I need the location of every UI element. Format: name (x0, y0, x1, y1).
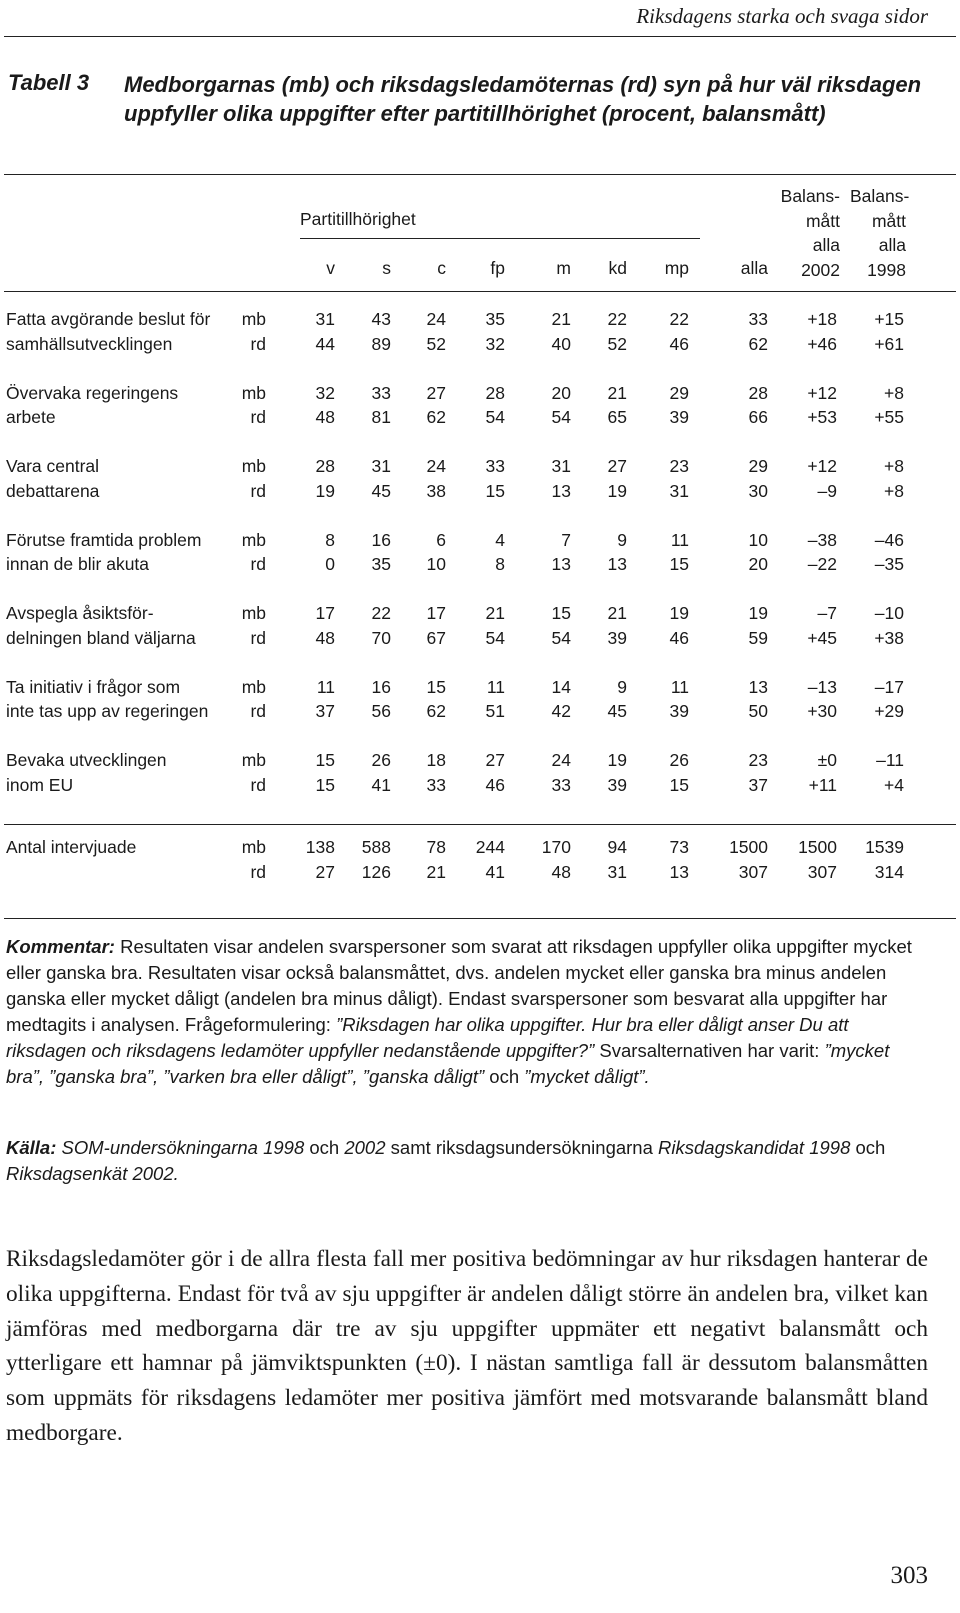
table-cell: 1500 (729, 837, 768, 857)
table-cell: 19 (669, 603, 689, 623)
table-cell: 28 (485, 382, 505, 403)
table-cell: 81 (371, 407, 391, 427)
table-cell: +8 (884, 456, 904, 476)
row-type: rd (250, 627, 266, 648)
table-cell: 6 (436, 529, 446, 550)
table-cell: 41 (371, 774, 391, 795)
table-cell: –9 (817, 480, 837, 501)
table-cell: 15 (551, 603, 571, 623)
table-cell: 31 (669, 480, 689, 501)
table-cell: 17 (315, 603, 335, 623)
row-type: rd (250, 333, 266, 354)
table-cell: 18 (426, 750, 446, 770)
row-label: arbete (6, 407, 56, 427)
row-type: mb (241, 529, 266, 550)
table-cell: 41 (485, 861, 505, 882)
table-cell: +18 (807, 309, 837, 329)
table-cell: +29 (874, 701, 904, 721)
table-cell: 39 (607, 774, 627, 795)
table-cell: –22 (807, 554, 837, 574)
table-cell: 48 (315, 627, 335, 648)
page-number: 303 (890, 1562, 928, 1589)
table-cell: 0 (325, 554, 335, 574)
table-cell: 19 (607, 750, 627, 770)
table-cell: 27 (315, 861, 335, 882)
table-cell: 307 (807, 861, 837, 882)
table-cell: 66 (748, 407, 768, 427)
table-cell: 24 (426, 456, 446, 476)
table-cell: 65 (607, 407, 627, 427)
row-type: rd (250, 861, 266, 882)
table-cell: 22 (669, 309, 689, 329)
row-type: rd (250, 480, 266, 501)
table-title: Medborgarnas (mb) och riksdagsledamöternas (rd) syn på hur väl riksdagen uppfyller olika uppgifter efter partitillhörighet (procent, balansmått) (124, 72, 922, 126)
table-cell: 48 (315, 407, 335, 427)
header-balans-2002: Balans- mått alla 2002 (780, 186, 840, 280)
table-cell: 21 (485, 603, 505, 623)
table-cell: 13 (669, 861, 689, 882)
row-type: rd (250, 407, 266, 427)
table-cell: 33 (748, 309, 768, 329)
table-cell: 37 (748, 774, 768, 795)
table-cell: –35 (874, 554, 904, 574)
row-label: Vara central (6, 456, 100, 476)
table-cell: 138 (305, 837, 335, 857)
table-cell: 31 (607, 861, 627, 882)
table-cell: 27 (485, 750, 505, 770)
kommentar-label: Kommentar: (6, 936, 115, 957)
table-cell: 51 (485, 701, 505, 721)
row-label: Övervaka regeringens (6, 382, 179, 403)
table-cell: 27 (607, 456, 627, 476)
table-cell: 14 (551, 676, 571, 697)
table-cell: 54 (485, 627, 505, 648)
table-cell: 35 (371, 554, 391, 574)
table-caption (8, 70, 928, 128)
table-cell: +55 (874, 407, 904, 427)
table-cell: 59 (748, 627, 768, 648)
table-bottom-rule (4, 918, 956, 919)
row-label: Fatta avgörande beslut för (6, 309, 211, 329)
table-cell: 307 (738, 861, 768, 882)
table-cell: +38 (874, 627, 904, 648)
table-cell: 33 (485, 456, 505, 476)
row-label: inte tas upp av regeringen (6, 701, 209, 721)
table-cell: 67 (426, 627, 446, 648)
table-cell: 16 (371, 676, 391, 697)
kommentar-note: Kommentar: Resultaten visar andelen svarspersoner som svarat att riksdagen uppfyller olika uppgifter mycket eller ganska bra. Resultaten visar också balansmåttet, dvs. andelen mycket eller ganska bra minus andelen ganska eller mycket dåligt (andelen bra minus dåligt). Endast svarspersoner som besvarat alla uppgifter har medtagits i analysen. Frågeformulering: ”Riksdagen har olika uppgifter. Hur bra eller dåligt anser Du att riksdagen och riksdagens ledamöter uppfyller nedanstående uppgifter?” Svarsalternativen har varit: ”mycket bra”, ”ganska bra”, ”varken bra eller dåligt”, ”ganska dåligt” och ”mycket dåligt”. (6, 936, 912, 1087)
table-cell: 54 (485, 407, 505, 427)
row-label: innan de blir akuta (6, 554, 150, 574)
table-cell: 31 (315, 309, 335, 329)
body-paragraph: Riksdagsledamöter gör i de allra flesta fall mer positiva bedömningar av hur riksdagen hanterar de olika uppgifterna. Endast för två av sju uppgifter är andelen dåligt större än andelen bra, vilket kan jämföras med medborgarna där tre av sju uppgifter uppmäter ett negativt balansmått och ytterligare ett hamnar på jämviktspunkten (±0). I nästan samtliga fall är dessutom balansmåtten som uppmäts för riksdagens ledamöter mer positiva jämfört med motsvarande balansmått bland medborgare. (6, 1246, 928, 1446)
table-cell: 56 (371, 701, 391, 721)
table-cell: ±0 (817, 750, 837, 770)
table-cell: 15 (426, 676, 446, 697)
table-cell: –11 (876, 750, 904, 770)
row-type: rd (250, 701, 266, 721)
table-cell: 20 (748, 554, 768, 574)
table-cell: 15 (669, 774, 689, 795)
table-cell: 15 (669, 554, 689, 574)
table-cell: 9 (617, 529, 627, 550)
table-cell: 46 (485, 774, 505, 795)
row-type: mb (241, 309, 266, 329)
table-cell: 588 (361, 837, 391, 857)
row-label: Avspegla åsiktsför- (6, 603, 154, 623)
table-cell: 19 (315, 480, 335, 501)
row-label: Bevaka utvecklingen (6, 750, 167, 770)
table-cell: 22 (371, 603, 391, 623)
table-cell: 33 (551, 774, 571, 795)
table-cell: 1500 (798, 837, 837, 857)
table-cell: –7 (817, 603, 837, 623)
table-cell: 39 (607, 627, 627, 648)
kalla-note: Källa: SOM-undersökningarna 1998 och 2002 samt riksdagsundersökningarna Riksdagskandidat 1998 och Riksdagsenkät 2002. (6, 1137, 886, 1184)
table-cell: 19 (748, 603, 768, 623)
table-cell: 10 (426, 554, 446, 574)
table-cell: 78 (426, 837, 446, 857)
row-label: debattarena (6, 480, 100, 501)
table-cell: 7 (561, 529, 571, 550)
table-cell: 1539 (865, 837, 904, 857)
table-cell: +30 (807, 701, 837, 721)
row-label: inom EU (6, 774, 74, 795)
table-cell: 45 (371, 480, 391, 501)
table-cell: 32 (315, 382, 335, 403)
table-cell: 15 (315, 774, 335, 795)
table-cell: 46 (669, 627, 689, 648)
table-cell: 13 (607, 554, 627, 574)
table-cell: 62 (748, 333, 768, 354)
table-cell: 28 (748, 382, 768, 403)
column-header-fp: fp (490, 258, 505, 278)
table-cell: 11 (670, 529, 689, 550)
top-rule (4, 36, 956, 37)
table-cell: –13 (807, 676, 837, 697)
table-cell: 37 (315, 701, 335, 721)
table-top-rule (4, 174, 956, 175)
table-cell: 38 (426, 480, 446, 501)
table-cell: 42 (551, 701, 571, 721)
table-cell: 21 (607, 382, 627, 403)
column-header-m: m (556, 258, 571, 278)
row-type: mb (241, 382, 266, 403)
column-header-mp: mp (664, 258, 689, 278)
row-label: Ta initiativ i frågor som (6, 676, 181, 697)
column-header-kd: kd (608, 258, 627, 278)
table-cell: 24 (551, 750, 571, 770)
column-header-alla: alla (740, 258, 768, 278)
table-cell: 39 (669, 701, 689, 721)
table-cell: +4 (884, 774, 904, 795)
table-cell: 13 (748, 676, 768, 697)
table-cell: 11 (486, 676, 505, 697)
table-cell: 15 (485, 480, 505, 501)
table-cell: 21 (607, 603, 627, 623)
table-cell: 13 (551, 480, 571, 501)
table-cell: +12 (807, 456, 837, 476)
table-cell: 26 (371, 750, 391, 770)
table-cell: 19 (607, 480, 627, 501)
table-cell: –38 (807, 529, 837, 550)
table-cell: +53 (807, 407, 837, 427)
running-head: Riksdagens starka och svaga sidor (636, 4, 928, 28)
column-header-c: c (437, 258, 446, 278)
table-cell: +46 (807, 333, 837, 354)
table-cell: +61 (874, 333, 904, 354)
column-header-v: v (326, 258, 335, 278)
table-cell: 13 (551, 554, 571, 574)
table-cell: 24 (426, 309, 446, 329)
table-cell: 46 (669, 333, 689, 354)
table-cell: 27 (426, 382, 446, 403)
table-cell: 8 (325, 529, 335, 550)
table-cell: +12 (807, 382, 837, 403)
header-partitillhorighet: Partitillhörighet (300, 209, 416, 229)
table-cell: 26 (669, 750, 689, 770)
table-cell: 52 (426, 333, 446, 354)
row-type: mb (241, 676, 266, 697)
table-cell: 29 (669, 382, 689, 403)
table-cell: 8 (495, 554, 505, 574)
row-label: delningen bland väljarna (6, 627, 196, 648)
table-cell: 89 (371, 333, 391, 354)
table-cell: 20 (551, 382, 571, 403)
kalla-label: Källa: (6, 1137, 57, 1158)
header-group-rule (300, 238, 700, 239)
table-cell: 44 (315, 333, 335, 354)
table-cell: 54 (551, 627, 571, 648)
table-cell: 17 (426, 603, 446, 623)
table-cell: 126 (361, 861, 391, 882)
table-cell: 23 (748, 750, 768, 770)
table-cell: –17 (874, 676, 904, 697)
table-cell: +8 (884, 480, 904, 501)
antal-label: Antal intervjuade (6, 837, 137, 857)
row-type: mb (241, 456, 266, 476)
table-cell: 11 (316, 676, 335, 697)
table-cell: 33 (426, 774, 446, 795)
table-cell: 43 (371, 309, 391, 329)
table-cell: +11 (808, 774, 837, 795)
table-cell: 11 (670, 676, 689, 697)
table-cell: 31 (551, 456, 571, 476)
row-type: mb (241, 603, 266, 623)
table-cell: 32 (485, 333, 505, 354)
table-cell: +15 (874, 309, 904, 329)
table-cell: 29 (748, 456, 768, 476)
row-type: mb (241, 837, 266, 857)
table-cell: 40 (551, 333, 571, 354)
table-cell: 50 (748, 701, 768, 721)
table-cell: 22 (607, 309, 627, 329)
row-label: samhällsutvecklingen (6, 333, 173, 354)
table-cell: 33 (371, 382, 391, 403)
table-cell: 23 (669, 456, 689, 476)
table-cell: 30 (748, 480, 768, 501)
table-cell: 244 (475, 837, 505, 857)
row-type: mb (241, 750, 266, 770)
table-cell: 314 (874, 861, 904, 882)
table-cell: +8 (884, 382, 904, 403)
antal-top-rule (4, 824, 956, 825)
table-cell: 35 (485, 309, 505, 329)
table-cell: 10 (748, 529, 768, 550)
table-cell: 15 (315, 750, 335, 770)
table-cell: 62 (426, 407, 446, 427)
table-label: Tabell 3 (8, 70, 90, 95)
table-cell: 70 (371, 627, 391, 648)
table-cell: 28 (315, 456, 335, 476)
table-cell: –46 (874, 529, 904, 550)
table-cell: +45 (807, 627, 837, 648)
table-cell: 16 (371, 529, 391, 550)
row-type: rd (250, 554, 266, 574)
table-cell: 48 (551, 861, 571, 882)
table-cell: 9 (617, 676, 627, 697)
table-cell: 31 (371, 456, 391, 476)
table-cell: 4 (495, 529, 505, 550)
header-bottom-rule (4, 291, 956, 292)
table-cell: 21 (551, 309, 571, 329)
row-type: rd (250, 774, 266, 795)
table-cell: 62 (426, 701, 446, 721)
column-header-s: s (382, 258, 391, 278)
header-balans-1998: Balans- mått alla 1998 (850, 186, 910, 280)
table-cell: 170 (541, 837, 571, 857)
table-cell: 54 (551, 407, 571, 427)
table-cell: 73 (669, 837, 689, 857)
table-cell: 21 (426, 861, 446, 882)
table-cell: 94 (607, 837, 627, 857)
table-cell: 45 (607, 701, 627, 721)
table-cell: 39 (669, 407, 689, 427)
table-cell: 52 (607, 333, 627, 354)
table-cell: –10 (874, 603, 904, 623)
row-label: Förutse framtida problem (6, 529, 202, 550)
